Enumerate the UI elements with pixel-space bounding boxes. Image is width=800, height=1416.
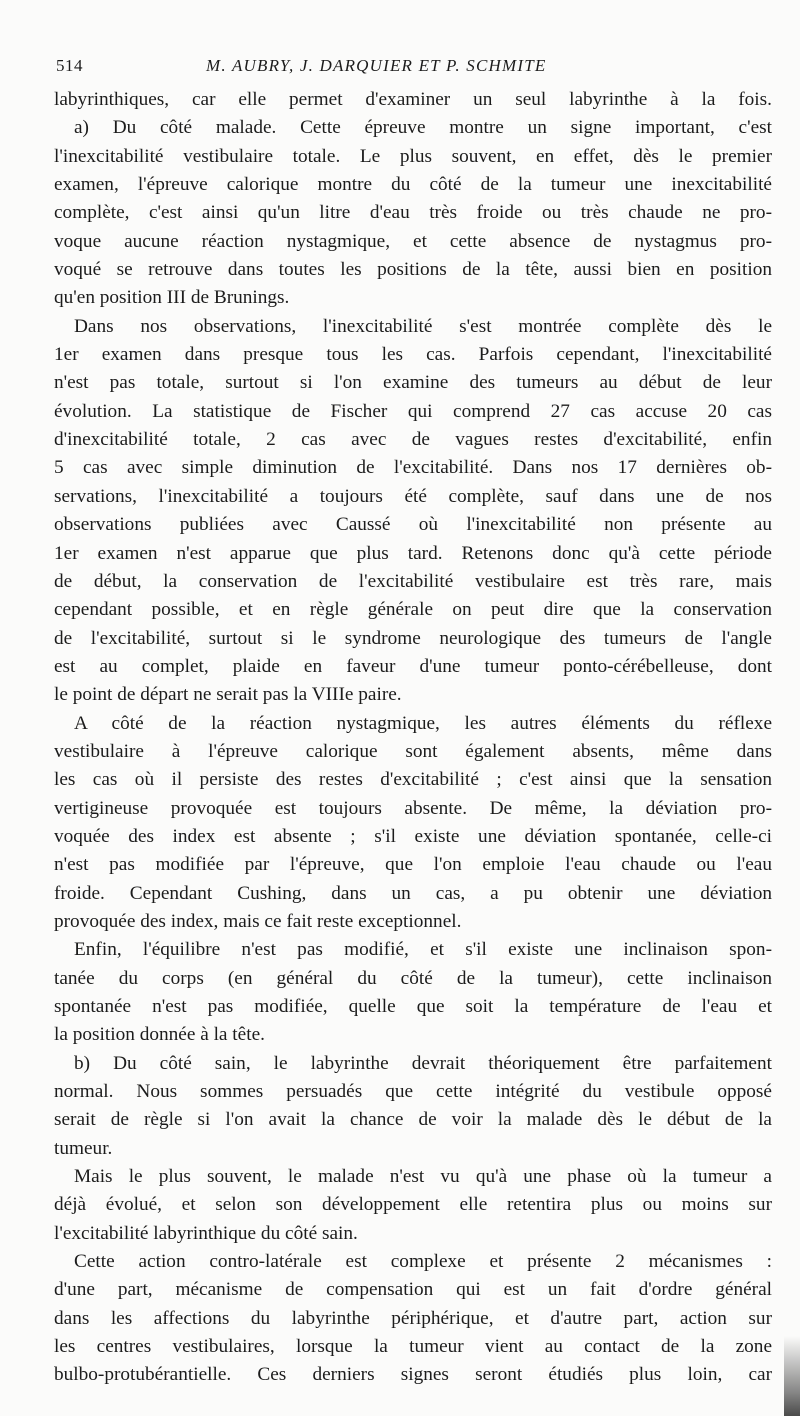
text-line: qu'en position III de Brunings. <box>54 287 290 309</box>
text-line: servations, l'inexcitabilité a toujours été complète, sauf dans une de nos <box>54 485 772 507</box>
page-number: 514 <box>56 56 83 75</box>
running-head: M. AUBRY, J. DARQUIER ET P. SCHMITE <box>206 56 547 75</box>
text-line: n'est pas modifiée par l'épreuve, que l'on emploie l'eau chaude ou l'eau <box>54 854 772 876</box>
text-line: complète, c'est ainsi qu'un litre d'eau très froide ou très chaude ne pro- <box>54 202 772 224</box>
text-line: voquée des index est absente ; s'il existe une déviation spontanée, celle-ci <box>54 825 772 847</box>
text-line: les centres vestibulaires, lorsque la tumeur vient au contact de la zone <box>54 1336 772 1358</box>
text-line: bulbo-protubérantielle. Ces derniers signes seront étudiés plus loin, car <box>54 1364 772 1386</box>
text-line: tanée du corps (en général du côté de la tumeur), cette inclinaison <box>54 967 772 989</box>
text-line: Dans nos observations, l'inexcitabilité s'est montrée complète dès le <box>74 315 772 337</box>
text-line: normal. Nous sommes persuadés que cette intégrité du vestibule opposé <box>54 1081 772 1103</box>
page-edge-shadow <box>784 1336 800 1416</box>
text-line: 1er examen dans presque tous les cas. Parfois cependant, l'inexcitabilité <box>54 344 772 366</box>
text-line: Enfin, l'équilibre n'est pas modifié, et s'il existe une inclinaison spon- <box>74 939 772 961</box>
text-line: examen, l'épreuve calorique montre du côté de la tumeur une inexcitabilité <box>54 174 772 196</box>
text-line: d'une part, mécanisme de compensation qui est un fait d'ordre général <box>54 1279 772 1301</box>
text-line: b) Du côté sain, le labyrinthe devrait théoriquement être parfaitement <box>74 1052 772 1074</box>
body-text <box>54 86 772 1390</box>
text-line: n'est pas totale, surtout si l'on examine des tumeurs au début de leur <box>54 372 772 394</box>
text-line: est au complet, plaide en faveur d'une tumeur ponto-cérébelleuse, dont <box>54 655 772 677</box>
text-line: spontanée n'est pas modifiée, quelle que soit la température de l'eau et <box>54 996 772 1017</box>
text-line: labyrinthiques, car elle permet d'examiner un seul labyrinthe à la fois. <box>54 89 772 110</box>
text-line: tumeur. <box>54 1137 113 1159</box>
text-line: Cette action contro-latérale est complexe et présente 2 mécanismes : <box>74 1251 772 1273</box>
page-header <box>56 56 768 80</box>
text-line: vertigineuse provoquée est toujours absente. De même, la déviation pro- <box>54 797 772 819</box>
text-line: A côté de la réaction nystagmique, les autres éléments du réflexe <box>74 712 772 734</box>
text-line: de l'excitabilité, surtout si le syndrome neurologique des tumeurs de l'angle <box>54 627 772 649</box>
text-line: provoquée des index, mais ce fait reste exceptionnel. <box>54 910 462 932</box>
text-line: évolution. La statistique de Fischer qui comprend 27 cas accuse 20 cas <box>54 400 772 422</box>
text-line: déjà évolué, et selon son développement elle retentira plus ou moins sur <box>54 1194 772 1216</box>
text-line: serait de règle si l'on avait la chance de voir la malade dès le début de la <box>54 1109 772 1131</box>
text-line: 5 cas avec simple diminution de l'excitabilité. Dans nos 17 dernières ob- <box>54 457 772 479</box>
text-line: voqué se retrouve dans toutes les positions de la tête, aussi bien en position <box>54 259 772 281</box>
text-line: Mais le plus souvent, le malade n'est vu qu'à une phase où la tumeur a <box>74 1166 772 1188</box>
text-line: le point de départ ne serait pas la VIIIe paire. <box>54 684 402 706</box>
text-line: observations publiées avec Caussé où l'inexcitabilité non présente au <box>54 514 772 536</box>
text-line: l'excitabilité labyrinthique du côté sain. <box>54 1222 358 1244</box>
text-line: cependant possible, et en règle générale on peut dire que la conservation <box>54 599 772 621</box>
text-line: la position donnée à la tête. <box>54 1024 265 1046</box>
text-line: les cas où il persiste des restes d'excitabilité ; c'est ainsi que la sensation <box>54 769 772 791</box>
text-line: d'inexcitabilité totale, 2 cas avec de vagues restes d'excitabilité, enfin <box>54 429 772 451</box>
text-line: voque aucune réaction nystagmique, et cette absence de nystagmus pro- <box>54 230 772 252</box>
text-line: froide. Cependant Cushing, dans un cas, a pu obtenir une déviation <box>54 882 772 904</box>
text-line: dans les affections du labyrinthe périphérique, et d'autre part, action sur <box>54 1307 772 1329</box>
text-line: l'inexcitabilité vestibulaire totale. Le plus souvent, en effet, dès le premier <box>54 145 772 167</box>
text-line: 1er examen n'est apparue que plus tard. Retenons donc qu'à cette période <box>54 542 772 564</box>
text-line: vestibulaire à l'épreuve calorique sont également absents, même dans <box>54 740 772 762</box>
text-line: de début, la conservation de l'excitabilité vestibulaire est très rare, mais <box>54 570 772 592</box>
text-line: a) Du côté malade. Cette épreuve montre un signe important, c'est <box>74 117 772 139</box>
